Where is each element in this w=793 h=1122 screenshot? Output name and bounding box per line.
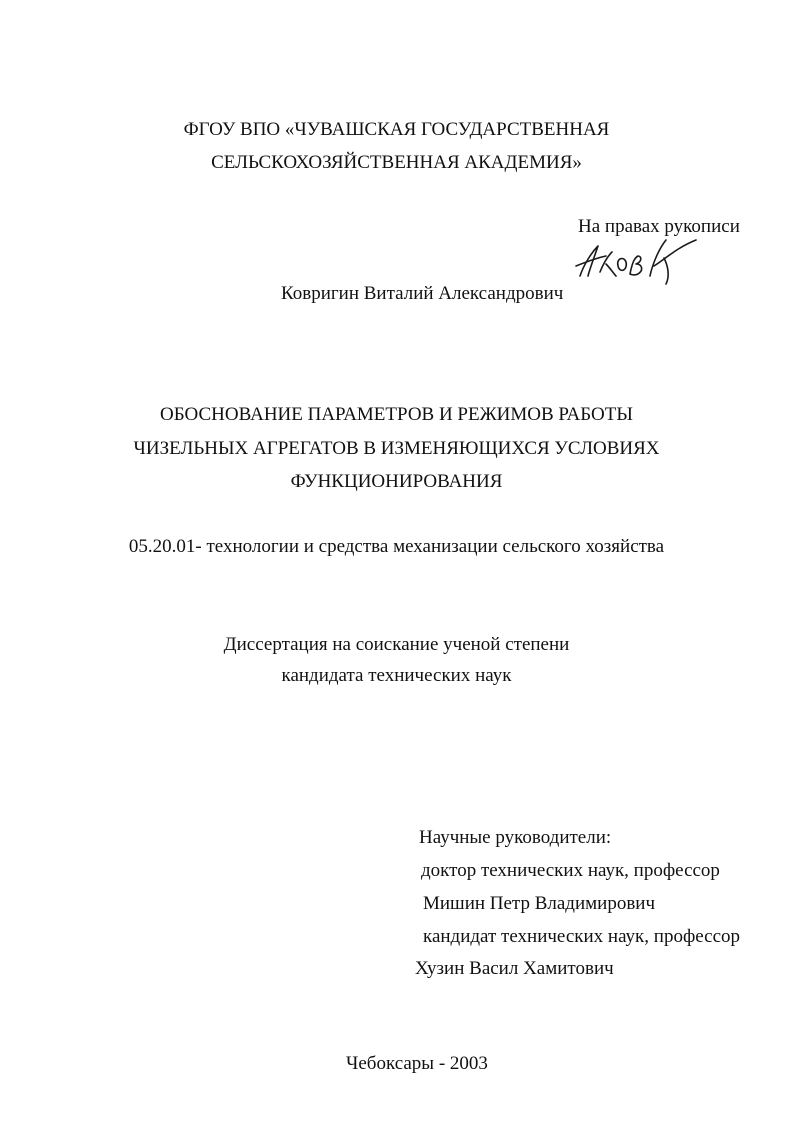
supervisor-2-degree: кандидат технических наук, профессор — [423, 926, 741, 947]
manuscript-note: На правах рукописи — [578, 216, 740, 237]
title-line-1: ОБОСНОВАНИЕ ПАРАМЕТРОВ И РЕЖИМОВ РАБОТЫ — [160, 404, 633, 425]
supervisor-2-name: Хузин Васил Хамитович — [415, 958, 614, 979]
city-year: Чебоксары - 2003 — [346, 1053, 488, 1074]
supervisor-1-name: Мишин Петр Владимирович — [423, 893, 656, 914]
supervisors-heading: Научные руководители: — [419, 827, 612, 848]
title-line-2: ЧИЗЕЛЬНЫХ АГРЕГАТОВ В ИЗМЕНЯЮЩИХСЯ УСЛОВИЯХ — [133, 438, 660, 459]
institution-line-2: СЕЛЬСКОХОЗЯЙСТВЕННАЯ АКАДЕМИЯ» — [211, 152, 582, 173]
institution-line-1: ФГОУ ВПО «ЧУВАШСКАЯ ГОСУДАРСТВЕННАЯ — [183, 119, 610, 140]
author-name: Ковригин Виталий Александрович — [281, 283, 564, 304]
specialty-code: 05.20.01- технологии и средства механизации сельского хозяйства — [128, 536, 665, 557]
supervisor-1-degree: доктор технических наук, профессор — [421, 860, 720, 881]
title-line-3: ФУНКЦИОНИРОВАНИЯ — [290, 471, 503, 492]
degree-line-2: кандидата технических наук — [281, 665, 512, 686]
degree-line-1: Диссертация на соискание ученой степени — [223, 634, 570, 655]
handwritten-signature-icon — [572, 236, 704, 286]
